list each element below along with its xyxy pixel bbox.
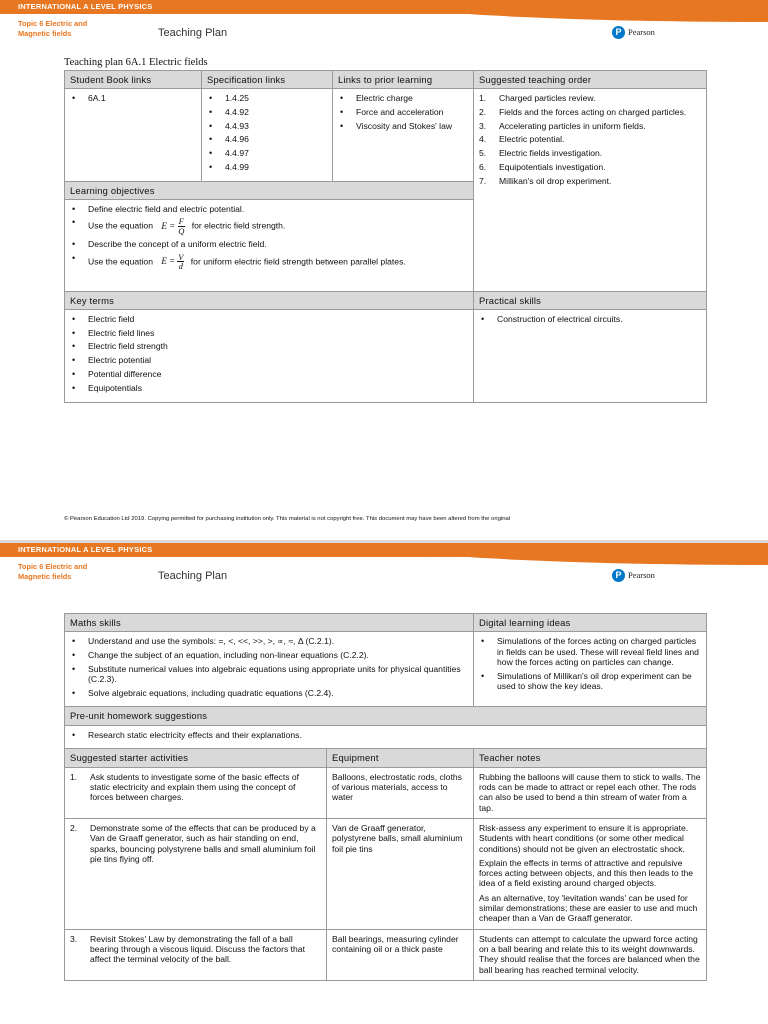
item-number: 1. (479, 93, 487, 104)
teacher-note: Rubbing the balloons will cause them to stick to walls. The rods can be made to attract or repel each other. The rods can also be used to bend a thin stream of water from a tap. (479, 771, 701, 813)
pearson-logo-icon: P (612, 569, 625, 582)
activity-row (65, 767, 707, 818)
homework-cell (65, 725, 707, 749)
topic-line-2: Magnetic fields (18, 571, 72, 581)
topic-label (18, 562, 87, 582)
activity-cell (65, 767, 327, 818)
specification-link-item: • 4.4.93 (207, 121, 327, 131)
key-term-item: • Electric field lines (70, 328, 468, 338)
objective-item: • Define electric field and electric potential. (70, 204, 468, 214)
prior-learning-item: • Force and acceleration (338, 107, 468, 117)
fraction (177, 253, 184, 271)
objective-text: Use the equation (88, 220, 153, 231)
item-number: 5. (479, 148, 487, 159)
item-text: Electric potential. (499, 134, 565, 145)
maths-skill-item: • Substitute numerical values into algebraic equations using appropriate units for physical quantities (C.2.3). (70, 664, 468, 685)
maths-skills-list (70, 636, 468, 698)
item-text: Millikan's oil drop experiment. (499, 175, 612, 186)
objectives-list (70, 204, 468, 271)
specification-link-item: • 4.4.96 (207, 134, 327, 144)
header-teaching-order: Suggested teaching order (474, 71, 707, 89)
key-term-item: • Equipotentials (70, 383, 468, 393)
activity-row (65, 929, 707, 980)
teaching-order-item (479, 176, 701, 186)
teaching-order-item (479, 121, 701, 131)
specification-link-item: • 4.4.92 (207, 107, 327, 117)
page-2 (0, 543, 768, 1024)
activity-text (70, 934, 321, 965)
specification-link-item: • 1.4.25 (207, 93, 327, 103)
prior-learning-item: • Viscosity and Stokes' law (338, 121, 468, 131)
fraction-denominator: d (178, 261, 183, 272)
topic-line-2: Magnetic fields (18, 28, 72, 38)
teaching-plan-table (64, 70, 707, 403)
item-text: Fields and the forces acting on charged particles. (499, 106, 687, 117)
specification-links-list (207, 93, 327, 172)
header-bar (0, 543, 768, 557)
key-term-item: • Electric potential (70, 355, 468, 365)
header-digital-ideas: Digital learning ideas (474, 614, 707, 632)
maths-skills-cell (65, 632, 474, 707)
pearson-logo-icon: P (612, 26, 625, 39)
header-objectives: Learning objectives (65, 181, 474, 199)
teacher-note: Risk-assess any experiment to ensure it is appropriate. Students with heart conditions (or some other medical conditions) should not be given an electrostatic shock. (479, 822, 689, 854)
topic-line-1: Topic 6 Electric and (18, 19, 88, 28)
item-number: 6. (479, 161, 487, 172)
level-label: INTERNATIONAL A LEVEL PHYSICS (18, 2, 153, 11)
activities-table (64, 613, 707, 981)
header-wave (380, 0, 768, 22)
header-student-book: Student Book links (65, 71, 202, 89)
teacher-notes-cell (474, 767, 707, 818)
objective-text: Use the equation (88, 255, 153, 266)
key-terms-cell (65, 310, 474, 403)
level-label: INTERNATIONAL A LEVEL PHYSICS (18, 545, 153, 554)
item-text: Charged particles review. (499, 93, 596, 104)
digital-ideas-cell (474, 632, 707, 707)
pearson-logo (612, 25, 655, 39)
student-book-link-item: • 6A.1 (70, 93, 196, 103)
equipment-cell: Balloons, electrostatic rods, cloths of various materials, access to water (327, 767, 474, 818)
pearson-wordmark: Pearson (628, 569, 655, 580)
objective-item (70, 253, 468, 271)
activity-description: Demonstrate some of the effects that can be produced by a Van de Graaff generator, such as hair standing on end, sparks, bouncing polystyrene balls and small aluminium foil pie tins flying off. (90, 822, 316, 864)
page-title: Teaching plan 6A.1 Electric fields (64, 57, 208, 68)
item-number: 4. (479, 134, 487, 145)
prior-learning-cell (333, 89, 474, 181)
teaching-plan-label: Teaching Plan (158, 27, 228, 39)
equation-lhs: E = (161, 221, 176, 232)
header-key-terms: Key terms (65, 291, 474, 309)
header-starter-activities: Suggested starter activities (65, 749, 327, 767)
maths-skill-item: • Solve algebraic equations, including quadratic equations (C.2.4). (70, 688, 468, 698)
teaching-order-item (479, 162, 701, 172)
teaching-plan-label: Teaching Plan (158, 570, 228, 582)
practical-skills-cell (474, 310, 707, 403)
fraction-numerator: F (178, 216, 184, 227)
specification-link-item: • 4.4.99 (207, 162, 327, 172)
header-teacher-notes: Teacher notes (474, 749, 707, 767)
digital-idea-item: • Simulations of Millikan's oil drop experiment can be used to show the key ideas. (479, 671, 701, 692)
item-text: Accelerating particles in uniform fields. (499, 120, 646, 131)
teacher-note: Students can attempt to calculate the upward force acting on a ball bearing and relate this to its weight downwards. They should realise that the forces are balanced when the ball bearing has reached terminal velocity. (479, 933, 700, 975)
key-terms-list (70, 314, 468, 393)
objective-item (70, 217, 468, 235)
teaching-order-cell (474, 89, 707, 292)
header-homework: Pre-unit homework suggestions (65, 707, 707, 725)
key-term-item: • Electric field strength (70, 341, 468, 351)
teaching-order-list (479, 93, 701, 186)
maths-skill-item: • Understand and use the symbols: =, <, <<, >>, >, ∝, ≈, Δ (C.2.1). (70, 636, 468, 646)
header-prior-learning: Links to prior learning (333, 71, 474, 89)
objective-text: for uniform electric field strength between parallel plates. (190, 255, 406, 266)
teaching-order-item (479, 134, 701, 144)
item-number: 3. (479, 120, 487, 131)
fraction-numerator: V (178, 251, 184, 262)
header-specification: Specification links (202, 71, 333, 89)
digital-idea-item: • Simulations of the forces acting on charged particles in fields can be used. These will reveal field lines and how the forces acting on particles can change. (479, 636, 701, 667)
activities-body (65, 767, 707, 980)
header-bar (0, 0, 768, 14)
student-book-links-cell (65, 89, 202, 181)
objective-text: for electric field strength. (191, 220, 286, 231)
header-maths-skills: Maths skills (65, 614, 474, 632)
activity-number: 1. (70, 771, 78, 782)
item-text: Equipotentials investigation. (499, 161, 606, 172)
equation-uniform-field (161, 253, 184, 271)
header-practical-skills: Practical skills (474, 291, 707, 309)
activity-row (65, 818, 707, 929)
practical-skill-item: • Construction of electrical circuits. (479, 314, 701, 324)
teaching-order-item (479, 93, 701, 103)
student-book-links-list (70, 93, 196, 103)
activity-cell (65, 929, 327, 980)
pearson-wordmark: Pearson (628, 26, 655, 37)
header-equipment: Equipment (327, 749, 474, 767)
teaching-order-item (479, 107, 701, 117)
topic-label (18, 19, 87, 39)
specification-links-cell (202, 89, 333, 181)
item-text: Electric fields investigation. (499, 148, 603, 159)
prior-learning-item: • Electric charge (338, 93, 468, 103)
digital-ideas-list (479, 636, 701, 691)
teacher-notes-cell (474, 929, 707, 980)
key-term-item: • Potential difference (70, 369, 468, 379)
fraction-denominator: Q (178, 225, 185, 236)
objective-item: • Describe the concept of a uniform electric field. (70, 239, 468, 249)
item-number: 7. (479, 175, 487, 186)
practical-skills-list (479, 314, 701, 324)
activity-text (70, 772, 321, 803)
equipment-cell: Van de Graaff generator, polystyrene balls, small aluminium foil pie tins (327, 818, 474, 929)
teacher-note: As an alternative, toy 'levitation wands' can be used for similar demonstrations; these are easier to use and much cheaper than a Van de Graaff generator. (479, 892, 698, 924)
pearson-logo (612, 568, 655, 582)
equation-field-strength (161, 217, 185, 235)
key-term-item: • Electric field (70, 314, 468, 324)
header-wave (380, 543, 768, 565)
activity-text (70, 823, 321, 864)
activity-description: Revisit Stokes' Law by demonstrating the fall of a ball bearing through a viscous liquid. Discuss the factors that affect the terminal velocity of the ball. (90, 933, 305, 965)
teacher-notes-cell (474, 818, 707, 929)
activity-number: 3. (70, 933, 78, 944)
equipment-cell: Ball bearings, measuring cylinder containing oil or a thick paste (327, 929, 474, 980)
copyright-footer: © Pearson Education Ltd 2019. Copying permitted for purchasing institution only. This material is not copyright free. This document may have been altered from the original (64, 516, 511, 522)
activity-cell (65, 818, 327, 929)
activity-description: Ask students to investigate some of the basic effects of static electricity and explain them using the concept of forces between charges. (90, 771, 300, 803)
prior-learning-list (338, 93, 468, 131)
objectives-cell (65, 199, 474, 291)
homework-item: • Research static electricity effects and their explanations. (70, 730, 701, 740)
activity-number: 2. (70, 822, 78, 833)
topic-line-1: Topic 6 Electric and (18, 562, 88, 571)
item-number: 2. (479, 106, 487, 117)
maths-skill-item: • Change the subject of an equation, including non-linear equations (C.2.2). (70, 650, 468, 660)
homework-list (70, 730, 701, 740)
teaching-order-item (479, 148, 701, 158)
teacher-note: Explain the effects in terms of attractive and repulsive forces acting between objects, and this then leads to the idea of a field existing around charged objects. (479, 857, 694, 889)
specification-link-item: • 4.4.97 (207, 148, 327, 158)
equation-lhs: E = (161, 256, 176, 267)
fraction (177, 217, 185, 235)
